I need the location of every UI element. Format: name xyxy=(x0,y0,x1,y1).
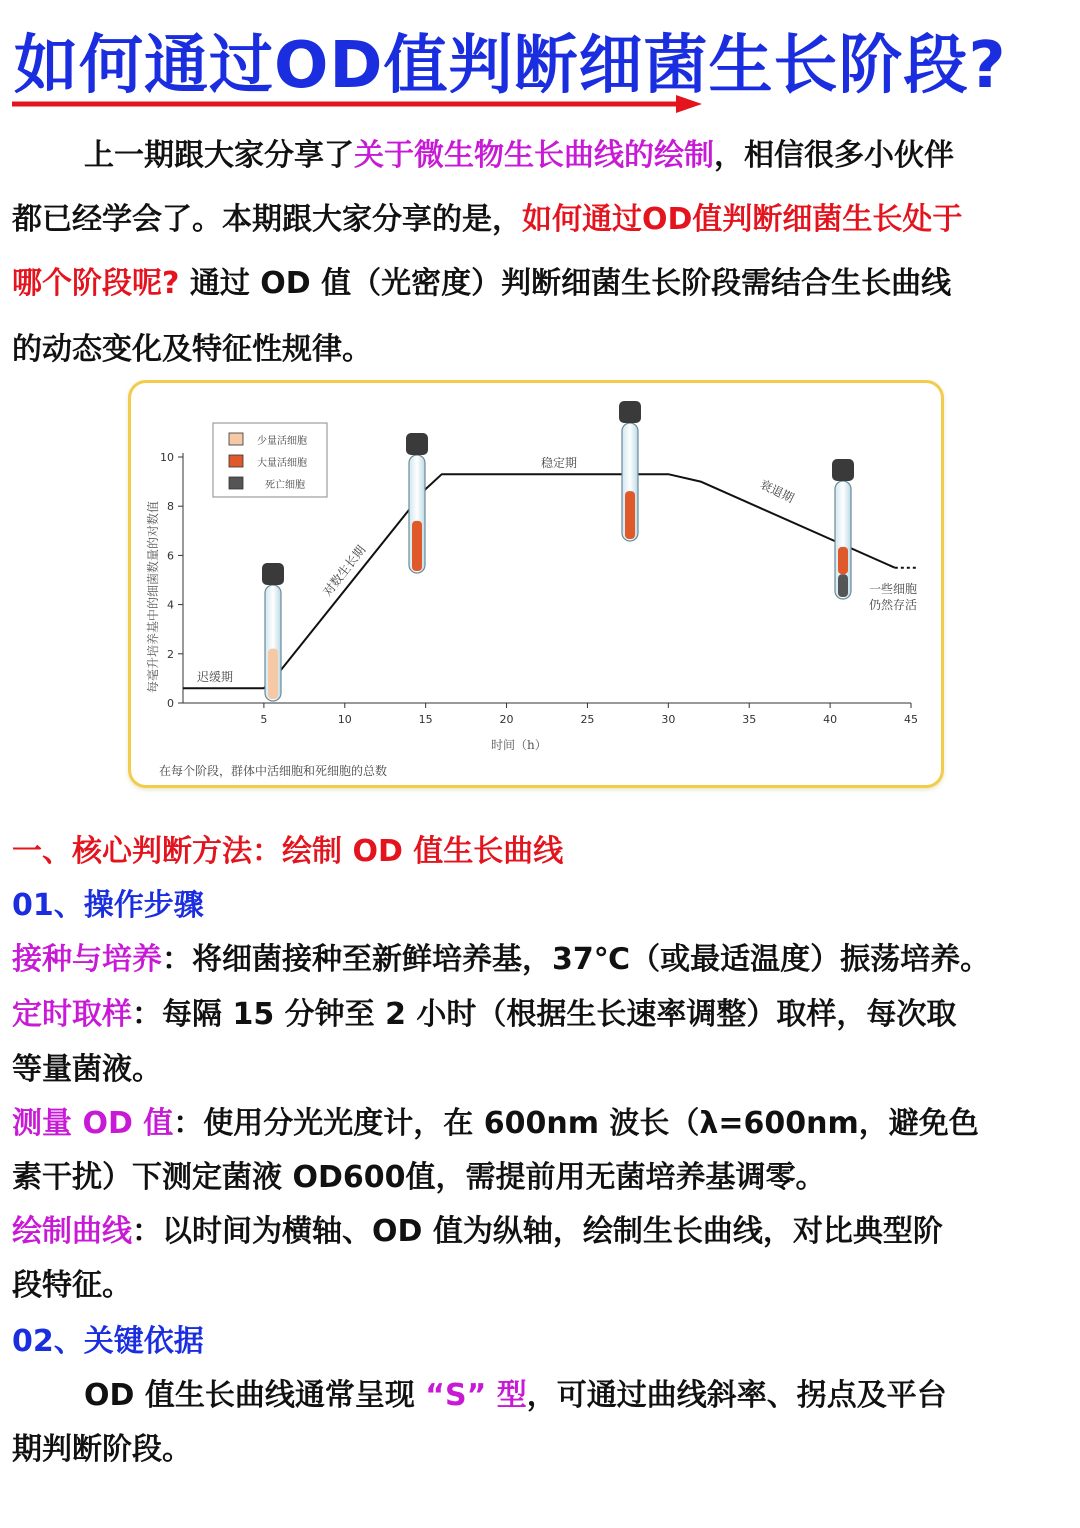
s-shape-highlight: “S” 型 xyxy=(425,1378,527,1413)
y-axis-label: 每毫升培养基中的细菌数量的对数值 xyxy=(146,500,160,693)
step-inoculate: 接种与培养：将细菌接种至新鲜培养基，37℃（或最适温度）振荡培养。 xyxy=(12,942,991,977)
test-tube-contents xyxy=(838,547,848,574)
title-underline-arrow xyxy=(12,94,702,116)
intro-line-2: 都已经学会了。本期跟大家分享的是，如何通过OD值判断细菌生长处于 xyxy=(12,202,963,237)
key-basis-line-1: OD 值生长曲线通常呈现 “S” 型，可通过曲线斜率、拐点及平台 xyxy=(84,1378,947,1413)
y-tick-label: 0 xyxy=(167,697,174,710)
test-tube-cap xyxy=(619,401,641,423)
test-tube-contents xyxy=(412,521,422,571)
step-sampling: 定时取样：每隔 15 分钟至 2 小时（根据生长速率调整）取样，每次取 xyxy=(12,997,957,1032)
phase-lag-label: 迟缓期 xyxy=(197,670,234,684)
step-measure-od-cont: 素干扰）下测定菌液 OD600值，需提前用无菌培养基调零。 xyxy=(12,1160,826,1195)
figure-caption: 在每个阶段，群体中活细胞和死细胞的总数 xyxy=(159,764,388,778)
phase-stationary-label: 稳定期 xyxy=(541,456,578,470)
subsection-2-heading: 02、关键依据 xyxy=(12,1324,204,1359)
intro-line-3: 哪个阶段呢? 通过 OD 值（光密度）判断细菌生长阶段需结合生长曲线 xyxy=(12,266,952,301)
test-tube xyxy=(406,433,428,573)
subsection-1-heading: 01、操作步骤 xyxy=(12,888,204,923)
y-tick-label: 2 xyxy=(167,647,174,661)
test-tube-cap xyxy=(262,563,284,585)
y-tick-label: 6 xyxy=(167,549,174,563)
legend-label-few-live: 少量活细胞 xyxy=(257,436,307,447)
legend-swatch-dead xyxy=(229,477,243,489)
test-tube-cap xyxy=(406,433,428,455)
test-tube xyxy=(832,459,854,599)
x-axis-label: 时间（h） xyxy=(491,738,547,752)
key-basis-line-2: 期判断阶段。 xyxy=(12,1432,192,1467)
intro-line-1: 上一期跟大家分享了关于微生物生长曲线的绘制，相信很多小伙伴 xyxy=(84,138,954,173)
test-tube-contents xyxy=(268,649,278,699)
survivor-note-line-1: 一些细胞 xyxy=(869,582,918,596)
phase-decline-label: 衰退期 xyxy=(757,477,797,506)
intro-highlight-curve: 关于微生物生长曲线的绘制 xyxy=(354,138,714,173)
section-1-heading: 一、核心判断方法：绘制 OD 值生长曲线 xyxy=(12,834,564,869)
y-tick-label: 4 xyxy=(167,598,174,612)
step-plot-curve-cont: 段特征。 xyxy=(12,1268,132,1303)
intro-highlight-question: 如何通过OD值判断细菌生长处于 xyxy=(522,202,963,237)
y-tick-label: 8 xyxy=(167,500,174,514)
x-tick-label: 15 xyxy=(418,713,433,726)
growth-curve-line xyxy=(183,474,895,688)
x-tick-label: 30 xyxy=(661,713,676,726)
step-plot-curve: 绘制曲线：以时间为横轴、OD 值为纵轴，绘制生长曲线，对比典型阶 xyxy=(12,1214,943,1249)
intro-line-4: 的动态变化及特征性规律。 xyxy=(12,332,372,367)
legend-swatch-few-live xyxy=(229,433,243,445)
phase-log-label: 对数生长期 xyxy=(320,542,369,599)
x-tick-label: 5 xyxy=(260,713,268,726)
legend xyxy=(213,423,327,497)
x-tick-label: 25 xyxy=(580,713,595,726)
x-tick-label: 20 xyxy=(499,713,514,726)
test-tube xyxy=(619,401,641,541)
growth-curve-chart xyxy=(131,383,941,785)
survivor-note-line-2: 仍然存活 xyxy=(869,598,918,612)
x-tick-label: 45 xyxy=(904,713,918,726)
test-tube-contents xyxy=(625,491,635,539)
test-tube-contents xyxy=(838,574,848,597)
page-title: 如何通过OD值判断细菌生长阶段? xyxy=(14,29,1007,103)
x-tick-label: 10 xyxy=(337,713,352,726)
x-tick-label: 40 xyxy=(823,713,838,726)
y-tick-label: 10 xyxy=(160,451,174,464)
legend-swatch-many-live xyxy=(229,455,243,467)
legend-label-dead: 死亡细胞 xyxy=(265,480,305,491)
step-sampling-cont: 等量菌液。 xyxy=(12,1052,162,1087)
growth-curve-figure xyxy=(128,380,944,788)
x-tick-label: 35 xyxy=(742,713,757,726)
test-tube xyxy=(262,563,284,701)
test-tube-cap xyxy=(832,459,854,481)
legend-label-many-live: 大量活细胞 xyxy=(257,458,307,469)
step-measure-od: 测量 OD 值：使用分光光度计，在 600nm 波长（λ=600nm，避免色 xyxy=(12,1106,979,1141)
